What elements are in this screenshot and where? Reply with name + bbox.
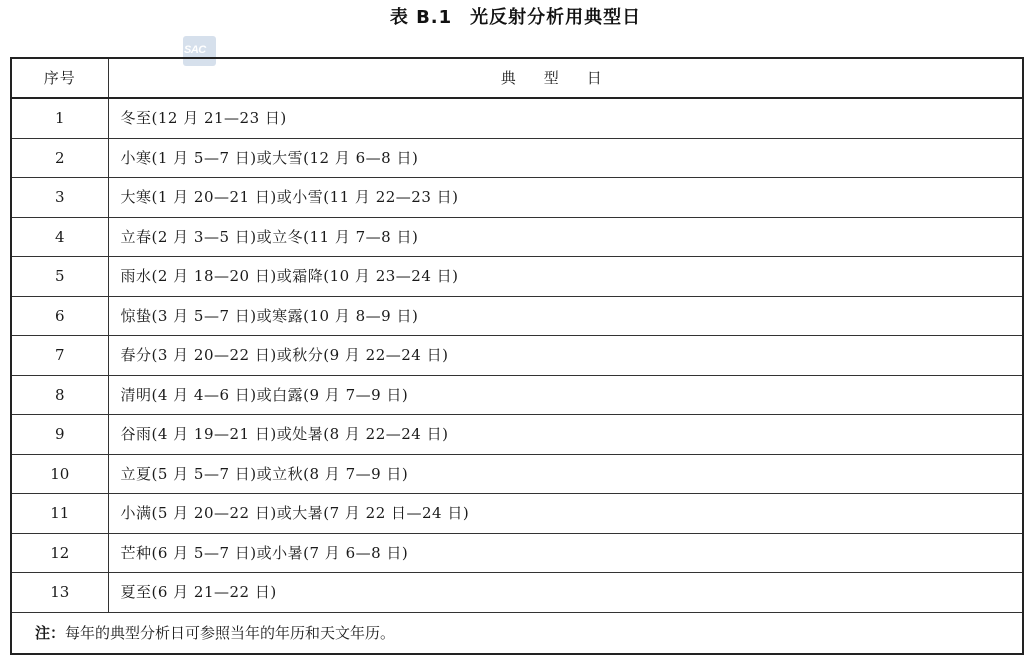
row-day: 立春(2 月 3—5 日)或立冬(11 月 7—8 日) xyxy=(108,217,1023,257)
table-row xyxy=(11,296,1023,336)
row-seq: 3 xyxy=(11,178,108,218)
table-row xyxy=(11,573,1023,613)
row-seq: 9 xyxy=(11,415,108,455)
watermark-text: SAC xyxy=(184,44,206,56)
row-seq: 7 xyxy=(11,336,108,376)
row-seq: 1 xyxy=(11,98,108,138)
table-row xyxy=(11,454,1023,494)
table-row xyxy=(11,415,1023,455)
row-day: 大寒(1 月 20—21 日)或小雪(11 月 22—23 日) xyxy=(108,178,1023,218)
note-label: 注： xyxy=(35,623,66,642)
row-seq: 4 xyxy=(11,217,108,257)
table-caption xyxy=(0,6,1031,30)
row-day: 清明(4 月 4—6 日)或白露(9 月 7—9 日) xyxy=(108,375,1023,415)
row-day: 小满(5 月 20—22 日)或大暑(7 月 22 日—24 日) xyxy=(108,494,1023,534)
row-seq: 8 xyxy=(11,375,108,415)
header-seq: 序号 xyxy=(11,58,108,98)
row-day: 春分(3 月 20—22 日)或秋分(9 月 22—24 日) xyxy=(108,336,1023,376)
table-note-row xyxy=(11,612,1023,654)
table-title: 光反射分析用典型日 xyxy=(470,7,642,28)
row-seq: 12 xyxy=(11,533,108,573)
row-day: 夏至(6 月 21—22 日) xyxy=(108,573,1023,613)
row-day: 冬至(12 月 21—23 日) xyxy=(108,98,1023,138)
table-row xyxy=(11,494,1023,534)
table-row xyxy=(11,257,1023,297)
row-seq: 10 xyxy=(11,454,108,494)
row-day: 芒种(6 月 5—7 日)或小暑(7 月 6—8 日) xyxy=(108,533,1023,573)
row-seq: 11 xyxy=(11,494,108,534)
table-row xyxy=(11,217,1023,257)
row-seq: 2 xyxy=(11,138,108,178)
row-day: 谷雨(4 月 19—21 日)或处暑(8 月 22—24 日) xyxy=(108,415,1023,455)
row-day: 惊蛰(3 月 5—7 日)或寒露(10 月 8—9 日) xyxy=(108,296,1023,336)
table-row xyxy=(11,178,1023,218)
row-seq: 5 xyxy=(11,257,108,297)
header-day: 典型日 xyxy=(108,58,1023,98)
table-row xyxy=(11,533,1023,573)
table-row xyxy=(11,336,1023,376)
typical-days-table xyxy=(10,57,1024,655)
table-header-row xyxy=(11,58,1023,98)
table-number: 表 B.1 xyxy=(389,7,453,28)
row-seq: 13 xyxy=(11,573,108,613)
table-row xyxy=(11,375,1023,415)
table-row xyxy=(11,98,1023,138)
row-day: 立夏(5 月 5—7 日)或立秋(8 月 7—9 日) xyxy=(108,454,1023,494)
row-day: 雨水(2 月 18—20 日)或霜降(10 月 23—24 日) xyxy=(108,257,1023,297)
table-row xyxy=(11,138,1023,178)
row-seq: 6 xyxy=(11,296,108,336)
note-text: 每年的典型分析日可参照当年的年历和天文年历。 xyxy=(65,623,396,642)
row-day: 小寒(1 月 5—7 日)或大雪(12 月 6—8 日) xyxy=(108,138,1023,178)
table-note xyxy=(11,612,1023,654)
